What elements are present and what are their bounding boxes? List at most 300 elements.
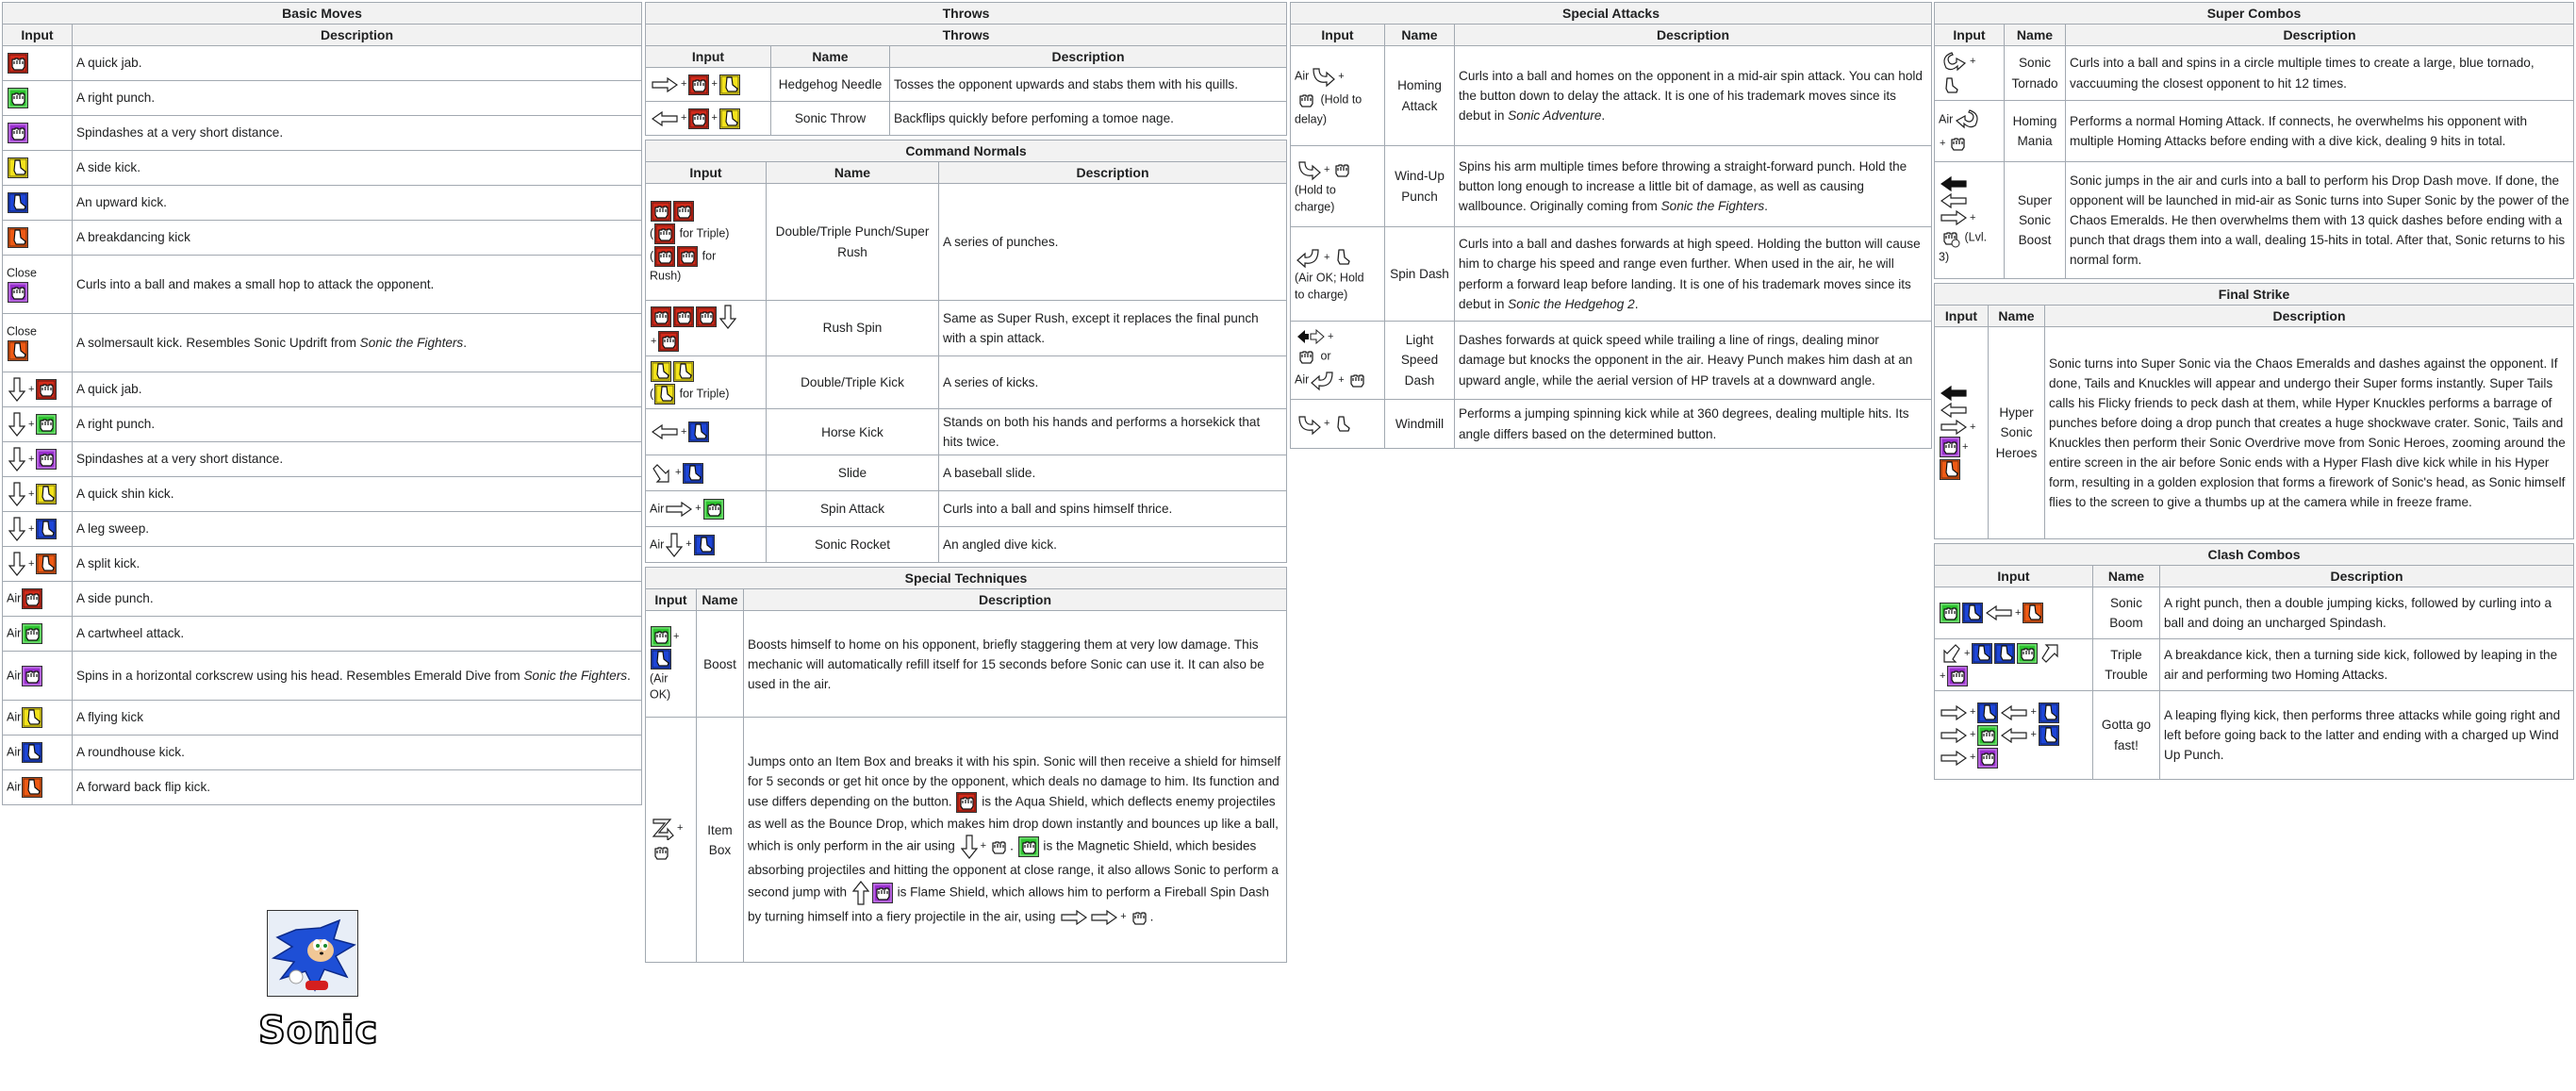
heavy-kick-button-icon <box>22 777 42 798</box>
description-text: Dashes forwards at quick speed while trailing a line of rings, dealing minor damage but knocks the opponent in the air. Heavy Punch makes him dash at an upward angle, while the aerial version of HP travels at a downward angle. <box>1459 333 1913 388</box>
description-suffix: . <box>1601 108 1606 124</box>
down-arrow-icon <box>8 482 25 506</box>
description-header: Description <box>890 46 1287 68</box>
plus-symbol: + <box>685 538 692 551</box>
input-note: is the Aqua Shield, which deflects enemy projectiles as well as the Bounce Drop, which makes him drop down instantly and bounces up like a ball, which is only perform in the air using <box>748 794 1279 853</box>
left-arrow-icon <box>652 424 678 439</box>
input-note: delay) <box>1295 112 1328 126</box>
any-kick-icon <box>1331 247 1352 268</box>
punch-button-icon <box>688 74 709 95</box>
input-cell <box>1935 691 2093 780</box>
input-note: Air <box>1295 372 1310 387</box>
description-cell <box>73 477 642 512</box>
medium-punch-button-icon <box>8 88 28 108</box>
input-header: Input <box>1935 566 2093 587</box>
table-row <box>3 770 642 805</box>
punch-level-3-icon <box>1940 227 1960 248</box>
supers-panel <box>1934 2 2574 780</box>
down-arrow-icon <box>719 305 736 329</box>
plus-symbol: + <box>28 488 35 500</box>
throws-body <box>646 68 1287 136</box>
table-row <box>3 547 642 582</box>
table-row <box>3 407 642 442</box>
description-header: Description <box>1455 25 1932 46</box>
description-text: A quick jab. <box>76 382 142 397</box>
any-punch-icon <box>1296 90 1316 110</box>
special-techniques-table <box>645 567 1287 963</box>
up-arrow-icon <box>852 881 869 905</box>
move-name: Wind-Up Punch <box>1385 146 1455 227</box>
down-arrow-icon <box>8 517 25 541</box>
plus-symbol: + <box>28 418 35 430</box>
medium-kick-button-icon <box>22 742 42 763</box>
basic-moves-table <box>2 2 642 805</box>
input-note: ( <box>650 249 654 263</box>
description-cell <box>939 184 1287 301</box>
medium-kick-button-icon <box>651 649 671 669</box>
input-cell <box>3 582 73 617</box>
description-cell <box>73 256 642 314</box>
input-note: for <box>699 249 717 263</box>
input-header: Input <box>646 589 697 611</box>
input-cell <box>646 102 771 136</box>
clash-combos-title: Clash Combos <box>1935 544 2574 566</box>
table-row <box>646 68 1287 102</box>
name-header: Name <box>697 589 744 611</box>
plus-symbol: + <box>1962 440 1969 453</box>
description-cell <box>939 356 1287 409</box>
medium-kick-button-icon <box>1962 603 1983 623</box>
command-normals-body <box>646 184 1287 563</box>
table-row <box>3 512 642 547</box>
heavy-punch-button-icon <box>8 123 28 143</box>
any-punch-icon <box>1331 159 1352 180</box>
description-text: A roundhouse kick. <box>76 745 185 760</box>
input-cell <box>3 701 73 736</box>
punch-button-icon <box>688 108 709 129</box>
input-note: Air <box>7 669 22 683</box>
basic-moves-title: Basic Moves <box>3 3 642 25</box>
punch-button-icon <box>22 588 42 609</box>
plus-symbol: + <box>651 335 657 347</box>
input-note: for Triple) <box>676 387 730 401</box>
special-attacks-panel <box>1290 2 1932 449</box>
description-text: Sonic jumps in the air and curls into a ball to perform his Drop Dash move. If done, the opponent will be launched in mid-air as Sonic turns into Super Sonic by the power of the Chaos Emeralds. He then overwhelms them with 13 quick dashes before ending with a punch that drags them into a wall, dealing 15-hits in total. After that, Sonic returns to his normal form. <box>2070 173 2569 268</box>
description-header: Description <box>2066 25 2574 46</box>
basic-moves-body <box>3 46 642 805</box>
description-suffix: . <box>1634 296 1639 311</box>
move-name: Spin Attack <box>767 491 939 527</box>
description-suffix: . <box>627 668 631 683</box>
description-cell <box>744 611 1287 718</box>
description-cell <box>73 770 642 805</box>
heavy-punch-button-icon <box>872 883 893 903</box>
down-arrow-icon <box>666 533 683 557</box>
right-arrow-icon <box>1940 751 1967 766</box>
input-cell <box>1935 162 2005 279</box>
medium-punch-button-icon <box>36 414 57 435</box>
description-cell <box>939 409 1287 455</box>
table-row <box>1291 46 1932 146</box>
plus-symbol: + <box>1338 70 1345 82</box>
half-circle-forward-icon <box>1940 51 1967 74</box>
punch-button-icon <box>8 53 28 74</box>
table-row <box>3 46 642 81</box>
description-cell <box>2160 639 2574 691</box>
plus-symbol: + <box>28 557 35 570</box>
table-row <box>3 151 642 186</box>
plus-symbol: + <box>2030 729 2037 741</box>
move-name: Triple Trouble <box>2093 639 2160 691</box>
description-cell <box>1455 322 1932 400</box>
description-cell <box>73 81 642 116</box>
right-arrow-icon <box>1940 728 1967 743</box>
input-cell <box>3 256 73 314</box>
down-left-arrow-icon <box>1940 643 1961 664</box>
input-cell <box>1935 587 2093 639</box>
description-cell <box>939 455 1287 491</box>
plus-symbol: + <box>673 630 680 642</box>
heavy-kick-button-icon <box>8 340 28 361</box>
description-cell <box>939 527 1287 563</box>
plus-symbol: + <box>1964 647 1971 659</box>
description-cell <box>2160 691 2574 780</box>
description-cell <box>939 491 1287 527</box>
back-dash-arrow-icon <box>1940 386 1967 401</box>
plus-symbol: + <box>1970 706 1976 719</box>
game-title: Sonic Adventure <box>1508 108 1602 124</box>
description-text: A right punch, then a double jumping kicks, followed by curling into a ball and doing an uncharged Spindash. <box>2164 595 2552 630</box>
description-suffix: . <box>1764 199 1768 214</box>
plus-symbol: + <box>1338 373 1345 386</box>
description-text: A quick jab. <box>76 56 142 71</box>
description-cell <box>73 617 642 652</box>
description-text: A series of kicks. <box>943 374 1039 389</box>
medium-kick-button-icon <box>2039 725 2059 746</box>
game-title: Sonic the Hedgehog 2 <box>1508 296 1635 311</box>
any-punch-icon <box>1947 133 1968 154</box>
description-text: Curls into a ball and homes on the opponent in a mid-air spin attack. You can hold the button down to delay the attack. It is one of his trademark moves since its debut in <box>1459 68 1923 124</box>
input-note: is the Magnetic Shield, which besides absorbing projectiles and hitting the opponent at close range, it also allows Sonic to perform a second jump with <box>748 838 1279 900</box>
quarter-circle-back-icon <box>1296 246 1321 269</box>
input-cell <box>3 736 73 770</box>
table-row <box>3 81 642 116</box>
input-note: Air <box>650 502 665 516</box>
left-arrow-icon <box>1986 605 2012 620</box>
medium-kick-button-icon <box>1972 643 1992 664</box>
punch-button-icon <box>956 792 977 813</box>
name-header: Name <box>2093 566 2160 587</box>
description-text: A leaping flying kick, then performs three attacks while going right and left before going back to the latter and ending with a charged up Wind Up Punch. <box>2164 707 2561 763</box>
input-note: Air <box>650 537 665 552</box>
description-cell <box>73 547 642 582</box>
description-text: An angled dive kick. <box>943 537 1057 553</box>
move-name: Gotta go fast! <box>2093 691 2160 780</box>
quarter-circle-forward-icon <box>1296 413 1321 436</box>
input-header: Input <box>646 162 767 184</box>
description-cell <box>73 407 642 442</box>
back-dash-arrow-icon <box>1940 176 1967 191</box>
down-arrow-icon <box>961 835 978 859</box>
table-row <box>3 617 642 652</box>
light-kick-button-icon <box>654 384 675 405</box>
description-text: A right punch. <box>76 417 156 432</box>
input-cell <box>3 442 73 477</box>
input-note: Jumps onto an Item Box and breaks it with his spin. Sonic will then receive a shield for himself for 5 seconds or get hit once by the opponent, which deals no damage to him. Its function and use differs depending on the button. <box>748 753 1281 809</box>
description-text: Stands on both his hands and performs a horsekick that hits twice. <box>943 415 1261 450</box>
name-header: Name <box>1989 306 2045 327</box>
game-title: Sonic the Fighters <box>523 668 628 683</box>
character-name-logo: Sonic <box>258 1009 379 1052</box>
plus-symbol: + <box>681 425 687 438</box>
medium-kick-button-icon <box>1977 703 1998 723</box>
plus-symbol: + <box>1324 418 1330 430</box>
input-cell <box>3 617 73 652</box>
input-header: Input <box>1935 25 2005 46</box>
any-kick-icon <box>1331 414 1352 435</box>
plus-symbol: + <box>2015 606 2022 619</box>
description-text: Curls into a ball and dashes forwards at high speed. Holding the button will cause him to charge his speed and range even further. When used in the air, he will perform a forward leap before landing. It is one of his trademark moves since its debut in <box>1459 237 1921 311</box>
plus-symbol: + <box>681 78 687 91</box>
description-cell <box>73 701 642 736</box>
move-name: Sonic Boom <box>2093 587 2160 639</box>
description-text: Curls into a ball and spins himself thrice. <box>943 502 1173 517</box>
any-kick-icon <box>1940 75 1960 96</box>
super-combos-body <box>1935 46 2574 279</box>
left-arrow-icon <box>1940 403 1967 418</box>
punch-button-icon <box>654 223 675 244</box>
plus-symbol: + <box>1970 211 1976 223</box>
move-name: Double/Triple Punch/Super Rush <box>767 184 939 301</box>
move-name: Homing Attack <box>1385 46 1455 146</box>
input-header: Input <box>3 25 73 46</box>
move-name: Rush Spin <box>767 301 939 356</box>
table-row <box>1291 322 1932 400</box>
special-attacks-body <box>1291 46 1932 449</box>
input-note: Close <box>7 324 37 339</box>
description-cell <box>2066 101 2574 162</box>
description-header: Description <box>73 25 642 46</box>
table-row <box>646 301 1287 356</box>
left-arrow-icon <box>1940 193 1967 208</box>
input-note: Air <box>7 710 22 724</box>
table-row <box>1291 146 1932 227</box>
input-cell <box>1291 400 1385 449</box>
heavy-kick-button-icon <box>2023 603 2043 623</box>
description-text: Spindashes at a very short distance. <box>76 125 284 141</box>
table-row <box>3 442 642 477</box>
down-arrow-icon <box>8 552 25 576</box>
quarter-circle-back-icon <box>1311 369 1335 391</box>
description-text: A flying kick <box>76 710 144 725</box>
input-cell <box>3 547 73 582</box>
input-cell <box>646 527 767 563</box>
input-note: 3) <box>1939 250 1950 264</box>
description-cell <box>73 46 642 81</box>
input-cell <box>646 301 767 356</box>
input-cell <box>1291 146 1385 227</box>
table-row <box>1935 327 2574 539</box>
input-cell <box>646 409 767 455</box>
input-cell <box>3 372 73 407</box>
plus-symbol: + <box>28 453 35 465</box>
table-row <box>1291 400 1932 449</box>
description-cell <box>73 151 642 186</box>
light-kick-button-icon <box>719 74 740 95</box>
input-note: Air <box>7 780 22 794</box>
description-cell <box>1455 46 1932 146</box>
description-cell <box>73 116 642 151</box>
plus-symbol: + <box>28 522 35 535</box>
medium-kick-button-icon <box>36 519 57 539</box>
heavy-punch-button-icon <box>1940 437 1960 457</box>
punch-button-icon <box>673 306 694 327</box>
description-text: Performs a jumping spinning kick while at 360 degrees, dealing multiple hits. Its angle differs based on the determined button. <box>1459 406 1909 441</box>
table-row <box>3 256 642 314</box>
plus-symbol: + <box>1324 163 1330 175</box>
right-arrow-icon <box>666 502 692 517</box>
basic-moves-panel <box>2 2 642 1052</box>
medium-punch-button-icon <box>703 499 724 520</box>
heavy-punch-button-icon <box>8 282 28 303</box>
input-note: Rush) <box>650 269 682 283</box>
final-strike-body <box>1935 327 2574 539</box>
back-forward-arrow-icon <box>1296 329 1325 344</box>
special-attacks-title: Special Attacks <box>1291 3 1932 25</box>
up-right-arrow-icon <box>2040 643 2061 664</box>
move-name: Light Speed Dash <box>1385 322 1455 400</box>
sonic-portrait-art <box>268 911 358 997</box>
description-text: A side kick. <box>76 160 140 175</box>
description-text: Spins his arm multiple times before throwing a straight-forward punch. Hold the button long enough to increase a little bit of damage, as well as causing wallbounce. Originally coming from <box>1459 158 1907 214</box>
description-cell <box>73 314 642 372</box>
table-row <box>3 477 642 512</box>
description-text: A split kick. <box>76 556 140 571</box>
heavy-kick-button-icon <box>8 227 28 248</box>
description-text: A breakdance kick, then a turning side kick, followed by leaping in the air and performing two Homing Attacks. <box>2164 647 2558 682</box>
input-cell <box>1935 327 1989 539</box>
punch-button-icon <box>651 306 671 327</box>
input-cell <box>646 455 767 491</box>
input-cell <box>3 652 73 701</box>
input-cell <box>646 356 767 409</box>
plus-symbol: + <box>1940 137 1946 149</box>
table-row <box>1291 227 1932 322</box>
plus-symbol: + <box>675 467 682 479</box>
move-name: Sonic Tornado <box>2005 46 2066 101</box>
plus-symbol: + <box>1940 669 1946 682</box>
description-cell <box>1455 400 1932 449</box>
description-text: Curls into a ball and makes a small hop to attack the opponent. <box>76 276 435 291</box>
description-cell <box>73 512 642 547</box>
input-cell <box>646 184 767 301</box>
move-name: Boost <box>697 611 744 718</box>
game-title: Sonic the Fighters <box>1660 199 1765 214</box>
input-note: Air <box>1939 112 1954 126</box>
heavy-punch-button-icon <box>36 449 57 470</box>
description-text: An upward kick. <box>76 195 167 210</box>
description-header: Description <box>939 162 1287 184</box>
table-row <box>3 221 642 256</box>
description-cell <box>2066 162 2574 279</box>
any-punch-icon <box>651 842 671 863</box>
input-cell <box>1935 46 2005 101</box>
input-note: (Lvl. <box>1961 230 1988 244</box>
z-motion-icon <box>652 818 674 840</box>
input-cell <box>646 491 767 527</box>
special-techniques-body <box>646 611 1287 963</box>
input-note: ( <box>650 387 654 401</box>
input-note: charge) <box>1295 199 1335 213</box>
description-cell <box>2045 327 2574 539</box>
light-kick-button-icon <box>719 108 740 129</box>
light-kick-button-icon <box>673 361 694 382</box>
move-name: Sonic Rocket <box>767 527 939 563</box>
move-name: Slide <box>767 455 939 491</box>
input-cell <box>646 718 697 963</box>
table-row <box>646 455 1287 491</box>
input-note: is Flame Shield, which allows him to perform a Fireball Spin Dash by turning himself into a fiery projectile in the air, using <box>748 884 1269 924</box>
medium-kick-button-icon <box>1994 643 2015 664</box>
left-arrow-icon <box>2001 728 2027 743</box>
input-cell <box>1935 101 2005 162</box>
input-header: Input <box>646 46 771 68</box>
down-arrow-icon <box>8 447 25 471</box>
description-text: A cartwheel attack. <box>76 626 185 641</box>
super-combos-table <box>1934 2 2574 279</box>
table-row <box>3 314 642 372</box>
table-row <box>1935 46 2574 101</box>
move-name: Horse Kick <box>767 409 939 455</box>
description-text: A baseball slide. <box>943 466 1036 481</box>
throws-table <box>645 2 1287 136</box>
input-cell <box>3 477 73 512</box>
table-row <box>3 701 642 736</box>
input-note: Air <box>7 745 22 759</box>
any-punch-icon <box>1296 346 1316 367</box>
description-cell <box>73 582 642 617</box>
clash-combos-body <box>1935 587 2574 780</box>
any-punch-icon <box>1346 370 1367 390</box>
punch-button-icon <box>658 331 679 352</box>
input-cell <box>3 770 73 805</box>
description-text: A side punch. <box>76 591 154 606</box>
name-header: Name <box>2005 25 2066 46</box>
table-row <box>646 718 1287 963</box>
move-name: Super Sonic Boost <box>2005 162 2066 279</box>
input-note: ( <box>650 226 654 240</box>
description-text: Same as Super Rush, except it replaces the final punch with a spin attack. <box>943 310 1259 345</box>
description-header: Description <box>744 589 1287 611</box>
table-row <box>646 491 1287 527</box>
description-header: Description <box>2045 306 2574 327</box>
plus-symbol: + <box>980 840 987 852</box>
medium-punch-button-icon <box>1018 836 1039 857</box>
name-header: Name <box>771 46 890 68</box>
description-cell <box>73 442 642 477</box>
plus-symbol: + <box>711 78 718 91</box>
table-row <box>3 736 642 770</box>
table-row <box>646 184 1287 301</box>
table-row <box>646 527 1287 563</box>
move-name: Hedgehog Needle <box>771 68 890 102</box>
heavy-kick-button-icon <box>1940 459 1960 480</box>
medium-punch-button-icon <box>651 626 671 647</box>
input-cell <box>1935 639 2093 691</box>
plus-symbol: + <box>28 383 35 395</box>
medium-kick-button-icon <box>688 422 709 442</box>
name-header: Name <box>1385 25 1455 46</box>
